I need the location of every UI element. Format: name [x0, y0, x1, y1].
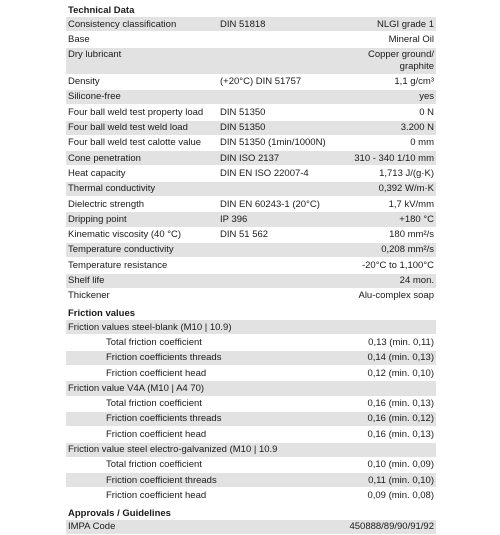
friction-label: Friction coefficient threads — [106, 474, 217, 486]
tech-row — [66, 197, 436, 212]
friction-label: Total friction coefficient — [106, 398, 202, 410]
tech-row — [66, 136, 436, 151]
tech-row — [66, 48, 436, 75]
tech-row — [66, 182, 436, 197]
tech-standard: DIN EN ISO 22007-4 — [220, 167, 309, 179]
friction-row — [66, 412, 436, 427]
approvals-table — [66, 520, 436, 535]
tech-row — [66, 105, 436, 120]
friction-value: 0,10 (min. 0,09) — [367, 459, 434, 471]
friction-label: Friction coefficient head — [106, 428, 207, 440]
tech-value: +180 °C — [399, 213, 434, 225]
tech-label: Shelf life — [68, 275, 105, 287]
tech-value: 3.200 N — [400, 122, 434, 134]
tech-value: 24 mon. — [399, 275, 434, 287]
tech-value: -20°C to 1,100°C — [361, 259, 434, 271]
approval-value: 450888/89/90/91/92 — [349, 521, 434, 533]
tech-standard: DIN 51350 — [220, 122, 266, 134]
tech-standard: DIN ISO 2137 — [220, 152, 280, 164]
friction-value: 0,16 (min. 0,12) — [367, 413, 434, 425]
technical-data-sheet — [66, 4, 436, 535]
tech-label: Silicone-free — [68, 91, 121, 103]
friction-row — [66, 397, 436, 412]
friction-row — [66, 488, 436, 503]
tech-row — [66, 151, 436, 166]
tech-row — [66, 212, 436, 227]
tech-label: Kinematic viscosity (40 °C) — [68, 229, 182, 241]
tech-label: Dry lubricant — [68, 49, 122, 61]
tech-label: Temperature conductivity — [68, 244, 174, 256]
friction-value: 0,13 (min. 0,11) — [368, 336, 434, 348]
tech-value: 1,7 kV/mm — [388, 198, 434, 210]
friction-group-heading: Friction value V4A (M10 | A4 70) — [66, 381, 436, 396]
friction-label: Total friction coefficient — [106, 459, 202, 471]
approval-row — [66, 520, 436, 535]
tech-row — [66, 32, 436, 47]
tech-value: 0 N — [419, 106, 434, 118]
tech-row — [66, 90, 436, 105]
tech-standard: DIN 51818 — [220, 18, 266, 30]
friction-row — [66, 335, 436, 350]
tech-label: Four ball weld test weld load — [68, 122, 188, 134]
tech-row — [66, 166, 436, 181]
tech-row — [66, 228, 436, 243]
tech-value: 180 mm²/s — [389, 229, 434, 241]
friction-label: Friction coefficients threads — [106, 413, 222, 425]
tech-label: Heat capacity — [68, 167, 126, 179]
tech-value: NLGI grade 1 — [376, 18, 434, 30]
friction-value: 0,16 (min. 0,13) — [367, 398, 434, 410]
tech-label: Density — [68, 76, 100, 88]
tech-row — [66, 121, 436, 136]
friction-value: 0,14 (min. 0,13) — [367, 352, 434, 364]
tech-row — [66, 274, 436, 289]
tech-label: Cone penetration — [68, 152, 141, 164]
tech-value: Mineral Oil — [388, 33, 434, 45]
friction-row — [66, 473, 436, 488]
tech-label: Four ball weld test property load — [68, 106, 204, 118]
friction-label: Friction coefficient head — [106, 489, 207, 501]
tech-value: yes — [419, 91, 434, 103]
tech-standard: (+20°C) DIN 51757 — [220, 76, 302, 88]
tech-standard: IP 396 — [220, 213, 248, 225]
friction-row — [66, 427, 436, 442]
tech-standard: DIN 51350 — [220, 106, 266, 118]
friction-value: 0,12 (min. 0,10) — [367, 367, 434, 379]
technical-data-title: Technical Data — [68, 5, 135, 16]
friction-label: Total friction coefficient — [106, 336, 202, 348]
friction-label: Friction coefficients threads — [106, 352, 222, 364]
tech-standard: DIN 51 562 — [220, 229, 269, 241]
friction-value: 0,09 (min. 0,08) — [367, 489, 434, 501]
approval-label: IMPA Code — [68, 521, 116, 533]
tech-value: 0 mm — [410, 137, 434, 149]
tech-standard: DIN EN 60243-1 (20°C) — [220, 198, 320, 210]
tech-value: 0,208 mm²/s — [381, 244, 434, 256]
tech-value: 310 - 340 1/10 mm — [354, 152, 434, 164]
tech-value: Alu-complex soap — [358, 290, 434, 302]
approvals-title: Approvals / Guidelines — [68, 507, 171, 519]
friction-values-title: Friction values — [68, 308, 136, 320]
tech-row — [66, 289, 436, 304]
tech-value: Copper ground/ graphite — [367, 49, 434, 72]
tech-label: Temperature resistance — [68, 259, 168, 271]
tech-value: 1,1 g/cm³ — [394, 76, 434, 88]
friction-row — [66, 351, 436, 366]
tech-row — [66, 258, 436, 273]
tech-value: 0,392 W/m·K — [378, 183, 434, 195]
tech-label: Base — [68, 33, 90, 45]
tech-row — [66, 17, 436, 32]
tech-row — [66, 75, 436, 90]
tech-row — [66, 243, 436, 258]
friction-value: 0,16 (min. 0,13) — [367, 428, 434, 440]
friction-row — [66, 366, 436, 381]
friction-group-heading: Friction value steel electro-galvanized (M10 | 10.9 — [66, 443, 436, 458]
tech-label: Thermal conductivity — [68, 183, 156, 195]
tech-label: Thickener — [68, 290, 110, 302]
friction-values-table — [66, 320, 436, 504]
tech-standard: DIN 51350 (1min/1000N) — [220, 137, 326, 149]
tech-label: Four ball weld test calotte value — [68, 137, 202, 149]
friction-value: 0,11 (min. 0,10) — [368, 474, 434, 486]
tech-label: Dielectric strength — [68, 198, 145, 210]
technical-data-table — [66, 17, 436, 304]
friction-group-heading: Friction values steel-blank (M10 | 10.9) — [66, 320, 436, 335]
tech-label: Dripping point — [68, 213, 127, 225]
friction-row — [66, 458, 436, 473]
tech-label: Consistency classification — [68, 18, 177, 30]
friction-label: Friction coefficient head — [106, 367, 207, 379]
tech-value: 1,713 J/(g·K) — [379, 167, 434, 179]
